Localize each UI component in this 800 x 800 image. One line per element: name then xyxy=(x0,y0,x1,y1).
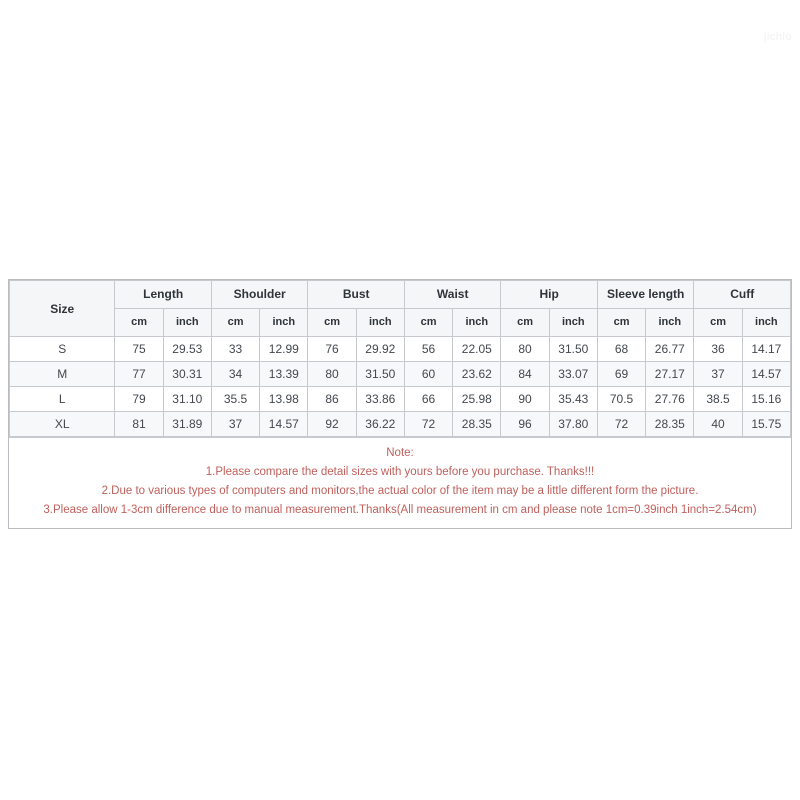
cell-value: 69 xyxy=(597,362,645,387)
cell-value: 23.62 xyxy=(453,362,501,387)
cell-value: 31.50 xyxy=(356,362,404,387)
unit-header-hip-inch: inch xyxy=(549,309,597,337)
cell-value: 35.5 xyxy=(211,387,259,412)
table-row xyxy=(10,387,791,412)
cell-value: 81 xyxy=(115,412,163,437)
column-header-hip: Hip xyxy=(501,281,598,309)
unit-header-cuff-cm: cm xyxy=(694,309,742,337)
cell-value: 27.76 xyxy=(646,387,694,412)
cell-value: 38.5 xyxy=(694,387,742,412)
unit-header-shoulder-inch: inch xyxy=(260,309,308,337)
table-row xyxy=(10,337,791,362)
header-row-groups xyxy=(10,281,791,309)
cell-value: 70.5 xyxy=(597,387,645,412)
cell-value: 33.86 xyxy=(356,387,404,412)
size-chart xyxy=(8,279,792,529)
cell-value: 36 xyxy=(694,337,742,362)
cell-value: 31.89 xyxy=(163,412,211,437)
cell-value: 66 xyxy=(404,387,452,412)
cell-value: 12.99 xyxy=(260,337,308,362)
cell-value: 13.98 xyxy=(260,387,308,412)
cell-value: 14.57 xyxy=(742,362,790,387)
unit-header-bust-inch: inch xyxy=(356,309,404,337)
cell-value: 90 xyxy=(501,387,549,412)
cell-size: S xyxy=(10,337,115,362)
cell-value: 29.53 xyxy=(163,337,211,362)
cell-value: 26.77 xyxy=(646,337,694,362)
size-chart-table xyxy=(9,280,791,437)
cell-value: 14.57 xyxy=(260,412,308,437)
cell-value: 84 xyxy=(501,362,549,387)
note-line-3: 3.Please allow 1-3cm difference due to manual measurement.Thanks(All measurement in cm and please note 1cm=0.39inch 1inch=2.54cm) xyxy=(43,504,757,516)
table-row xyxy=(10,412,791,437)
cell-value: 86 xyxy=(308,387,356,412)
size-chart-body xyxy=(10,337,791,437)
cell-size: L xyxy=(10,387,115,412)
unit-header-waist-cm: cm xyxy=(404,309,452,337)
column-header-length: Length xyxy=(115,281,212,309)
column-header-size: Size xyxy=(10,281,115,337)
cell-value: 80 xyxy=(308,362,356,387)
cell-value: 34 xyxy=(211,362,259,387)
column-header-sleeve-length: Sleeve length xyxy=(597,281,694,309)
cell-value: 60 xyxy=(404,362,452,387)
unit-header-bust-cm: cm xyxy=(308,309,356,337)
cell-value: 28.35 xyxy=(646,412,694,437)
cell-size: XL xyxy=(10,412,115,437)
cell-value: 15.75 xyxy=(742,412,790,437)
cell-value: 31.10 xyxy=(163,387,211,412)
unit-header-sleeve-length-inch: inch xyxy=(646,309,694,337)
cell-value: 33.07 xyxy=(549,362,597,387)
cell-value: 37 xyxy=(211,412,259,437)
cell-value: 56 xyxy=(404,337,452,362)
cell-value: 30.31 xyxy=(163,362,211,387)
note-title: Note: xyxy=(386,447,414,459)
cell-value: 37.80 xyxy=(549,412,597,437)
cell-value: 14.17 xyxy=(742,337,790,362)
cell-value: 96 xyxy=(501,412,549,437)
cell-value: 75 xyxy=(115,337,163,362)
note-line-1: 1.Please compare the detail sizes with yours before you purchase. Thanks!!! xyxy=(205,466,595,478)
unit-header-sleeve-length-cm: cm xyxy=(597,309,645,337)
cell-value: 22.05 xyxy=(453,337,501,362)
cell-value: 33 xyxy=(211,337,259,362)
cell-value: 28.35 xyxy=(453,412,501,437)
cell-value: 37 xyxy=(694,362,742,387)
cell-value: 80 xyxy=(501,337,549,362)
cell-value: 72 xyxy=(404,412,452,437)
cell-value: 92 xyxy=(308,412,356,437)
cell-value: 35.43 xyxy=(549,387,597,412)
cell-value: 36.22 xyxy=(356,412,404,437)
column-header-bust: Bust xyxy=(308,281,405,309)
column-header-shoulder: Shoulder xyxy=(211,281,308,309)
cell-value: 76 xyxy=(308,337,356,362)
note-line-2: 2.Due to various types of computers and monitors,the actual color of the item may be a little different form the picture. xyxy=(101,485,699,497)
cell-value: 72 xyxy=(597,412,645,437)
table-row xyxy=(10,362,791,387)
cell-size: M xyxy=(10,362,115,387)
size-chart-header xyxy=(10,281,791,337)
cell-value: 25.98 xyxy=(453,387,501,412)
cell-value: 68 xyxy=(597,337,645,362)
unit-header-shoulder-cm: cm xyxy=(211,309,259,337)
cell-value: 79 xyxy=(115,387,163,412)
watermark: jichio xyxy=(763,31,792,43)
unit-header-cuff-inch: inch xyxy=(742,309,790,337)
column-header-cuff: Cuff xyxy=(694,281,791,309)
header-row-units xyxy=(10,309,791,337)
cell-value: 13.39 xyxy=(260,362,308,387)
unit-header-hip-cm: cm xyxy=(501,309,549,337)
unit-header-length-cm: cm xyxy=(115,309,163,337)
cell-value: 40 xyxy=(694,412,742,437)
column-header-waist: Waist xyxy=(404,281,501,309)
unit-header-waist-inch: inch xyxy=(453,309,501,337)
cell-value: 27.17 xyxy=(646,362,694,387)
cell-value: 31.50 xyxy=(549,337,597,362)
note-block xyxy=(9,437,791,528)
cell-value: 29.92 xyxy=(356,337,404,362)
unit-header-length-inch: inch xyxy=(163,309,211,337)
cell-value: 15.16 xyxy=(742,387,790,412)
cell-value: 77 xyxy=(115,362,163,387)
